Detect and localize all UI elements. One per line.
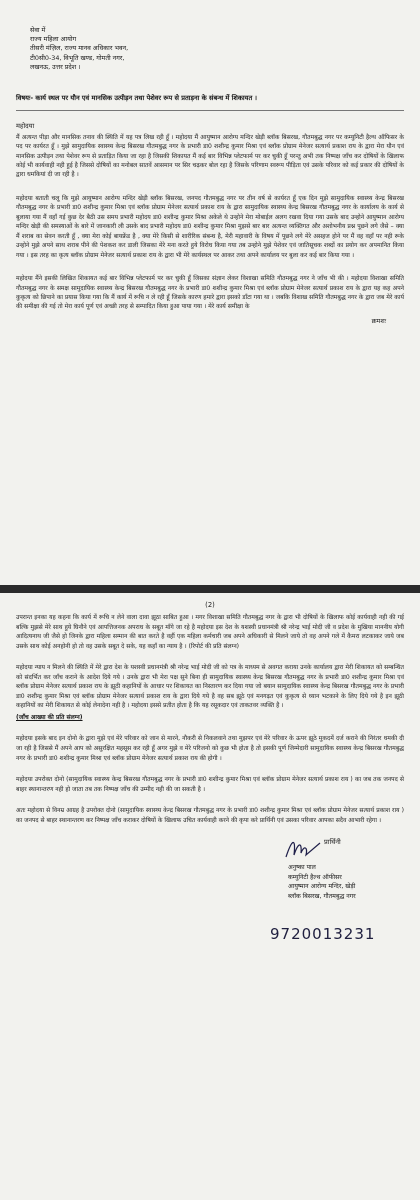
sender-details [288,863,356,901]
address-line: राज्य महिला आयोग [30,35,77,44]
subject-divider [16,110,404,111]
letter-page-1 [0,0,420,585]
sender-line: ब्लॉक बिसरख, गौतमबुद्ध नगर [288,892,356,900]
body-paragraph: मैं अत्यन्त पीड़ा और मानसिक तनाव की स्थिति में यह पत्र लिख रही हूँ । महोदया मैं आयुष्मान आरोग्य मन्दिर खेड़ी ब्लॉक बिसरख, गौतमबुद्ध नगर पर कम्युनिटी हैल्थ ऑफिसर के पद पर कार्यरत हूँ । मुझे सामुदायिक स्वास्थ्य केन्द्र बिसरख गौतमबुद्ध नगर के प्रभारी डा0 शशीन्द्र कुमार मिश्रा एवं ब्लॉक प्रोग्राम मेनेजर सत्यार्थ प्रकाश राय के द्वारा मेरा यौन एवं मानसिक उत्पीड़न तथा पेशेवर रूप से प्रताड़ित किया जा रहा है जिसकी शिकायत मैं कई बार विभिन्न प्लेटफार्म पर कर चुकी हूँ परन्तु अभी तक निष्पक्ष जाँच कर दोषियों के खिलाफ कोई भी कार्यवाही नही हुई है जिससे दोषियों का मनोबल सातवें आसमान पर सिर चढ़कर बोल रहा है जिसके परिणाम स्वरूप पीड़िता एवं उसके परिवार को कई प्रकार की दोषियों के द्वारा धमकियां दी जा रही है । [16,133,404,179]
body-paragraph: महोदया उपरोक्त दोनो (सामुदायिक स्वास्थ्य केन्द्र बिसरख गौतमबुद्ध नगर के प्रभारी डा0 शशीन्द्र कुमार मिश्रा एवं ब्लॉक प्रोग्राम मेनेजर सत्यार्थ प्रकाश राय ) का जब तक जनपद से बाहर स्थानान्तरण नही हो जाता तब तक निष्पक्ष जाँच की उम्मीद नही की जा सकती है । [16,776,404,793]
handwritten-signature [284,835,324,865]
body-paragraph: महोदया इसके बाद इन दोनो के द्वारा मुझे एवं मेरे परिवार को जान से मारने, नौकरी से निकलवाने तथा मुझपर एवं मेरे परिवार के ऊपर झूठे मुकदमें दर्ज कराने की निरंतर धमकी दी जा रही है जिससे मैं अपने आप को असुरक्षित महसूस कर रही हूँ अगर मुझे व मेरे परिजनो को कुछ भी होता है तो इसकी पूर्ण जिम्मेदारी सामुदायिक स्वास्थ्य केन्द्र बिसरख गौतमबुद्ध नगर के प्रभारी डा0 शशीन्द्र कुमार मिश्रा एवं ब्लॉक प्रोग्राम मेनेजर सत्यार्थ प्रकाश राय की होगी । [16,735,404,762]
page-separator [0,585,420,593]
body-paragraph: महोदया बताती चलू कि मुझे आयुष्मान आरोग्य मन्दिर खेड़ी ब्लॉक बिसरख, जनपद गौतमबुद्ध नगर पर तीन वर्ष से कार्यरत हूँ एक दिन मुझे सामुदायिक स्वास्थ्य केन्द्र बिसरख गौतमबुद्ध नगर के प्रभारी डा0 शशीन्द्र कुमार मिश्रा एवं ब्लॉक प्रोग्राम मेनेजर सत्यार्थ प्रकाश राय के द्वारा सामुदायिक स्वास्थ्य केन्द्र बिसरख गौतमबुद्ध नगर के कार्यालय के कार्य से बुलाया गया मैं वहाँ गई कुछ देर बैठी उस समय प्रभारी महोदय डा0 शशीन्द्र कुमार मिश्रा अकेले थे उन्होने मेरा मोबाईल अलग रखवा दिया गया उसके बाद उन्होने आयुष्मान आरोग्य मन्दिर खेड़ी की समस्याओं के बारे में जानकारी ली उसके बाद प्रभारी महोदय डा0 शशीन्द्र कुमार मिश्रा मुझसे बार बार अत्यन्त व्यक्तिगत और अशोभनीय प्रश्न पूछने लगे जैसे – क्या मैं शराब का सेवन करती हूँ , क्या मेरा कोई बायफ्रेंड है , क्या मेरे किसी से शारीरिक संबन्ध है, मेरी महावारी के विषय में पूछने लगे मेरे असहज होने पर मैं वह वहाँ पर नही रूके उन्होने मुझे अपने साथ शराब पीने की पेशकश कर डाली जिसका मेरे मना करते हुये विरोध किया गया तब उन्होने मुझे पेशेवर एवं जातिसूचक शब्दों का प्रयोग कर अपमानित किया गया । इस तरह का कृत्य ब्लॉक प्रोग्राम मेनेजर सत्यार्थ प्रकाश राय के द्वारा भी मेरे कार्यस्थल पर आकर तथा अपने कार्यालय पर बुला कर कई बार किया गया । [16,194,405,259]
recipient-address [30,26,404,72]
signature-block [16,833,404,953]
sender-line: आयुष्मान आरोग्य मन्दिर, खेड़ी [288,883,356,891]
sender-line: कम्युनिटी हैल्थ ऑफीसर [288,873,342,881]
page-number: (2) [205,601,215,609]
salutation: महोदया [16,121,35,130]
handwritten-phone-number: 9720013231 [270,925,376,944]
attachment-note: (जाँच आख्या की प्रति संलग्न) [16,713,83,721]
letter-subject: विषयः- कार्य स्थल पर यौन एवं मानसिक उत्पीड़न तथा पेशेवर रूप से प्रताड़ना के संबन्ध में शिकायत । [16,94,258,103]
body-paragraph: महोदया न्याय न मिलने की स्थिति में मेरे द्वारा देश के यशस्वी प्रधानमंत्री श्री नरेन्द्र भाई मोदी जी को पत्र के माध्यम से अवगत कराया उनके कार्यालय द्वारा मेरी शिकायत को सम्बन्धित को संदर्भित कर जाँच कराने के आदेश दिये गये । उनके द्वारा भी मेरा पक्ष सुने बिना ही सामुदायिक स्वास्थ्य केन्द्र बिसरख गौतमबुद्ध नगर के प्रभारी डा0 शशीन्द्र कुमार मिश्रा एवं ब्लॉक प्रोग्राम मेनेजर सत्यार्थ प्रकाश राय के झूठी कहानियों के आधार पर शिकायत का निस्तारण कर दिया गया जो बयान सामुदायिक स्वास्थ्य केन्द्र बिसरख गौतमबुद्ध नगर के प्रभारी डा0 शशीन्द्र कुमार मिश्रा एवं ब्लॉक प्रोग्राम मेनेजर सत्यार्थ प्रकाश राय के द्वारा दिये गये है वह सब झूठे एवं मनगढ़त एवं कुकृत्य से ध्यान भटकाने के लिए दिये गये है इन झूठी कहानियों का मेरी शिकायत से कोई लेनादेना नही है । महोदया इससे प्रतीत होता है कि यह रसूकदार एवं ताकतवर व्यक्ति है । [16,664,404,710]
address-line: तीसरी मंज़िल, राज्य मानव अधिकार भवन, [30,44,129,53]
address-line: सेवा में [30,26,46,34]
body-paragraph: महोदया मैंने इसकी लिखित शिकायत कई बार विभिन्न प्लेटफार्म पर कर चुकी हूँ जिसका संज्ञान लेकर विशाखा समिति गौतमबुद्ध नगर ने जाँच भी की । महोदया विशाखा समिति गौतमबुद्ध नगर के समक्ष सामुदायिक स्वास्थ्य केन्द्र बिसरख गौतमबुद्ध नगर के प्रभारी डा0 शशीन्द्र कुमार मिश्रा एवं ब्लॉक प्रोग्राम मेनेजर सत्यार्थ प्रकाश राय के द्वारा यह कह अपने कुकृत्य को छिपाने का प्रयास किया गया कि मैं कार्य में रूचि न ले रही हूँ जिसके कारण हमारे द्वारा इसको डाँटा गया था । जबकि विशाख समिति गौतमबुद्ध नगर के द्वारा जब मेरे कार्य की समीक्षा की गई तो मेरा कार्य पूर्ण एवं अच्छी तरह से सम्पादित किया हुआ पाया गया । मेरे कार्य समीक्षा के [16,275,404,311]
address-line: टी0सी0-34, विभूति खण्ड, गोमती नगर, [30,53,125,62]
address-line: लखनऊ, उत्तर प्रदेश । [30,62,81,71]
continued-marker: क्रमशः [371,316,386,325]
letter-page-2 [0,593,420,1200]
body-paragraph: उपरान्त इनका यह कहना कि कार्य में रूचि न लेने वाला दावा झूठा साबित हुआ । मगर विशाखा समिति गौतमबुद्ध नगर के द्वारा भी दोषियों के खिलाफ कोई कार्यवाही नही की गई बल्कि मुझसे मेरे साथ हुये घिनौने एवं आपत्तिजनक अपराध के सबूत माँगे जा रहे है महोदया इस देश के यशस्वी प्रधानमंत्री श्री नरेन्द्र भाई मोदी जी व प्रदेश के मुखिया माननीय योगी आदित्यनाथ जी जैसे हो जिनके द्वारा महिला सम्मान की बात करते है वहीं एक महिला कर्मचारी जब अपने अधिकारी से मिलने जाये तो वह अपने गले में कैमरा लटकाकर जाये जब उसके साथ कोई अनहोनी हो तो वह उसके सबूत दे सके, यह कहाँ का न्याय है । (रिपोर्ट की प्रति संलग्न) [16,614,404,650]
sender-line: अनुष्का पाल [288,864,316,872]
closing-label: प्रार्थिनी [324,838,341,847]
body-paragraph: अतः महोदया से विनम्र आग्रह है उपरोक्त दोनो (सामुदायिक स्वास्थ्य केन्द्र बिसरख गौतमबुद्ध नगर के प्रभारी डा0 शशीन्द्र कुमार मिश्रा एवं ब्लॉक प्रोग्राम मेनेजर सत्यार्थ प्रकाश राय ) का जनपद से बाहर स्थानान्तरण कर निष्पक्ष जाँच कराकर दोषियों के खिलाफ उचित कार्यवाही करने की कृपा करे प्रार्थिनी एवं उसका परिवार आपका सदैव आभारी रहेगा । [16,807,404,824]
